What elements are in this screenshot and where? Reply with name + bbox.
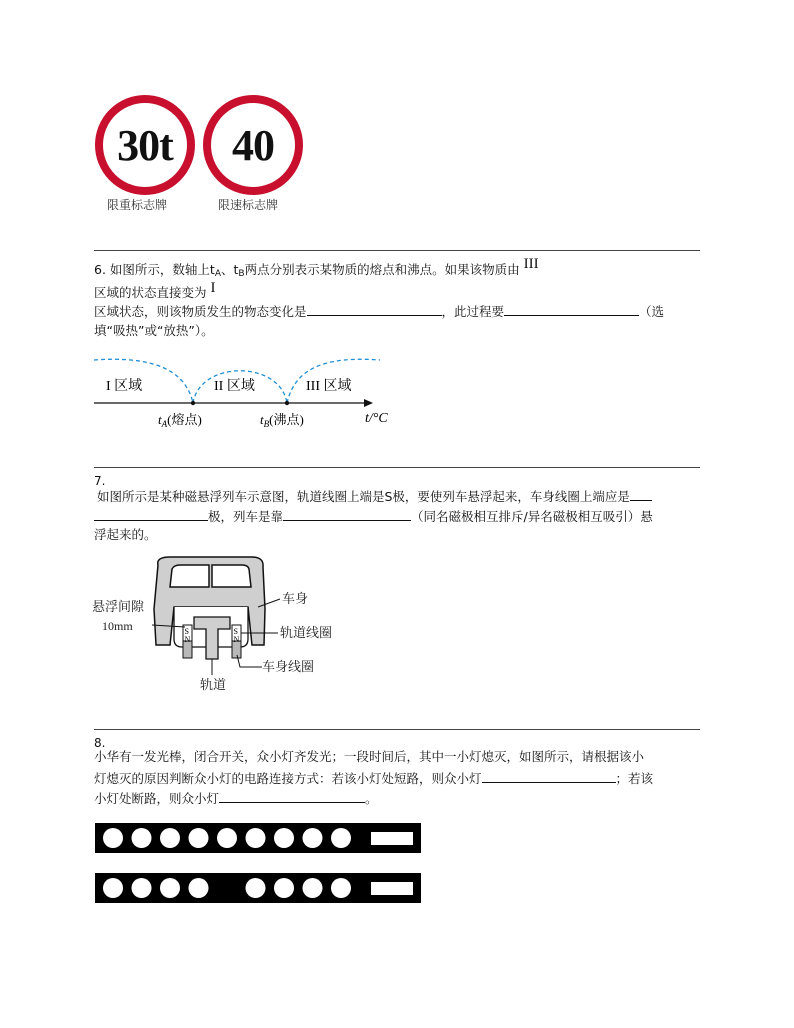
q8-number: 8. [94, 736, 106, 750]
q6-sub-b: B [238, 269, 245, 279]
q7-answer-blank-1a[interactable] [630, 488, 652, 501]
q6-text: 区域的状态直接变为 [94, 285, 207, 300]
switch-slot [371, 832, 413, 845]
lamp [246, 878, 266, 898]
divider [94, 467, 700, 468]
q6-answer-blank-2[interactable] [504, 303, 639, 316]
q8-line1 [94, 749, 644, 765]
q7-answer-blank-1b[interactable] [94, 508, 208, 521]
q6-text: 两点分别表示某物质的熔点和沸点。如果该物质由 [244, 262, 520, 277]
phase-number-line [90, 350, 400, 432]
label-body-coil: 车身线圈 [262, 659, 315, 674]
q7-text: 如图所示是某种磁悬浮列车示意图，轨道线圈上端是S极，要使列车悬浮起来，车身线圈上端应是 [97, 489, 630, 504]
q8-line3 [94, 790, 378, 807]
lamp [160, 878, 180, 898]
q7-text: 极，列车是靠 [208, 509, 284, 524]
lamp [217, 828, 237, 848]
switch-slot [371, 882, 413, 895]
lamp [132, 878, 152, 898]
pole-n-right: N [233, 635, 240, 644]
q6-text: ，此过程要 [441, 304, 505, 319]
q8-text: 。 [365, 791, 378, 806]
q6-line4 [94, 323, 214, 339]
q8-answer-blank-2[interactable] [219, 790, 365, 803]
q6-line1 [94, 256, 539, 282]
roman-from: III [523, 256, 539, 272]
lamp [189, 828, 209, 848]
region-3-label: III 区域 [306, 379, 352, 394]
point-ta [191, 401, 195, 405]
label-body: 车身 [282, 591, 309, 606]
point-tb [285, 401, 289, 405]
q8-text: 小华有一发光棒，闭合开关，众小灯齐发光；一段时间后，其中一小灯熄灭，如图所示，请根据该小 [94, 749, 645, 764]
lamp [160, 828, 180, 848]
light-bars [95, 823, 425, 905]
q8-text: ；若该 [615, 771, 654, 786]
pole-s-right: S [233, 627, 238, 636]
label-gap: 悬浮间隙 [92, 599, 145, 614]
q7-line3 [94, 527, 157, 543]
q6-line2 [94, 280, 216, 301]
ta-label: $t_A$(熔点) [158, 412, 202, 429]
lamp [189, 878, 209, 898]
axis-label: t/°C [365, 411, 388, 426]
speed-limit-text: 40 [232, 120, 274, 170]
q7-text: 浮起来的。 [94, 527, 157, 542]
weight-limit-text: 30t [117, 120, 173, 170]
speed-limit-sign [203, 95, 303, 195]
lamp [274, 878, 294, 898]
q6-sub-a: A [214, 269, 221, 279]
q6-text: 、t [221, 262, 239, 277]
window-left [170, 565, 209, 587]
q8-line2 [94, 770, 653, 787]
q6-line3 [94, 303, 664, 320]
q7-answer-blank-2[interactable] [283, 508, 411, 521]
q7-line1 [97, 488, 652, 505]
q7-text: （同名磁极相互排斥/异名磁极相互吸引）悬 [411, 509, 653, 524]
q8-answer-blank-1[interactable] [482, 770, 616, 783]
lamp [331, 878, 351, 898]
q7-number: 7. [94, 474, 106, 488]
tb-label: $t_B$(沸点) [260, 412, 304, 429]
maglev-diagram [90, 555, 350, 695]
divider [94, 729, 700, 730]
pole-n-left: N [184, 635, 191, 644]
lamp [303, 878, 323, 898]
lamp [303, 828, 323, 848]
lamp [132, 828, 152, 848]
lamp [103, 828, 123, 848]
light-bar-one-off [95, 873, 421, 903]
lamp [331, 828, 351, 848]
weight-limit-sign [95, 95, 195, 195]
axis-arrow [364, 399, 373, 407]
q6-number: 6. [94, 262, 106, 277]
q6-text: 区域状态，则该物质发生的物态变化是 [94, 304, 307, 319]
light-bar-all-on [95, 823, 421, 853]
pole-s-left: S [184, 627, 189, 636]
region-1-label: I 区域 [106, 379, 143, 394]
lamp [103, 878, 123, 898]
speed-limit-caption: 限速标志牌 [218, 198, 279, 212]
lamp [246, 828, 266, 848]
divider [94, 250, 700, 251]
q6-text: 填“吸热”或“放热”）。 [94, 323, 214, 338]
q6-text: （选 [639, 304, 665, 319]
q8-text: 灯熄灭的原因判断众小灯的电路连接方式：若该小灯处短路，则众小灯 [94, 771, 482, 786]
label-gap-value: 10mm [102, 619, 133, 633]
region-2-label: II 区域 [214, 379, 255, 394]
label-track-coil: 轨道线圈 [280, 625, 333, 640]
q6-answer-blank-1[interactable] [307, 303, 442, 316]
window-right [212, 565, 251, 587]
q6-text: 如图所示，数轴上t [109, 262, 215, 277]
roman-to: I [210, 280, 216, 296]
q8-text: 小灯处断路，则众小灯 [94, 791, 220, 806]
lamp [274, 828, 294, 848]
q7-line2 [94, 508, 653, 525]
label-track: 轨道 [200, 677, 227, 692]
weight-limit-caption: 限重标志牌 [107, 198, 168, 212]
